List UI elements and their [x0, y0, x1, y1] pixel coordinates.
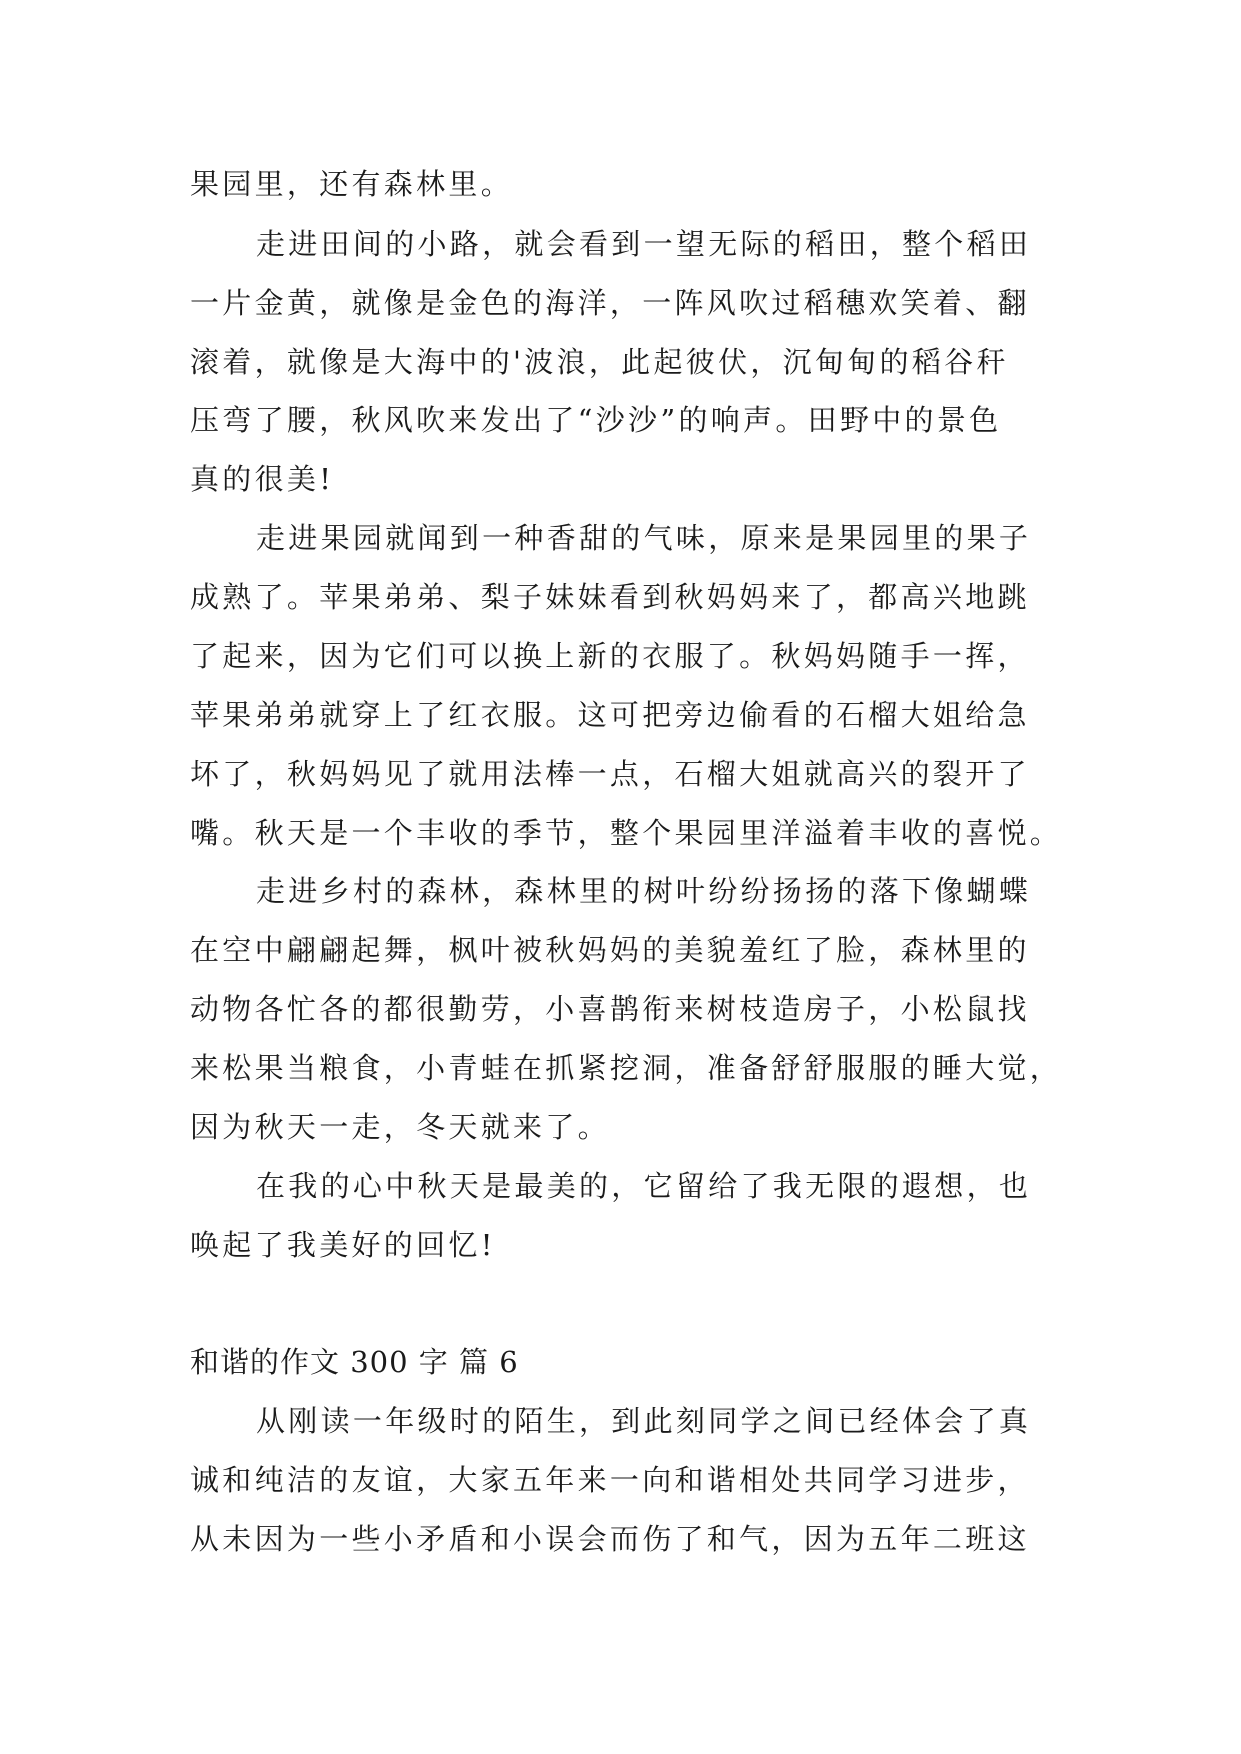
paragraph-line: 从刚读一年级时的陌生，到此刻同学之间已经体会了真 [256, 1404, 1032, 1438]
paragraph-line: 一片金黄，就像是金色的海洋，一阵风吹过稻穗欢笑着、翻 [190, 286, 1030, 320]
paragraph-line: 从未因为一些小矛盾和小误会而伤了和气，因为五年二班这 [190, 1522, 1030, 1556]
paragraph-line: 坏了，秋妈妈见了就用法棒一点，石榴大姐就高兴的裂开了 [190, 757, 1030, 791]
paragraph-line: 成熟了。苹果弟弟、梨子妹妹看到秋妈妈来了，都高兴地跳 [190, 580, 1030, 614]
paragraph-line: 走进田间的小路，就会看到一望无际的稻田，整个稻田 [256, 227, 1032, 261]
paragraph-line: 在空中翩翩起舞，枫叶被秋妈妈的美貌羞红了脸，森林里的 [190, 933, 1030, 967]
paragraph-line: 滚着，就像是大海中的'波浪，此起彼伏，沉甸甸的稻谷秆 [190, 345, 1009, 379]
paragraph-line: 走进果园就闻到一种香甜的气味，原来是果园里的果子 [256, 521, 1032, 555]
paragraph-line: 动物各忙各的都很勤劳，小喜鹊衔来树枝造房子，小松鼠找 [190, 992, 1030, 1026]
paragraph-line: 了起来，因为它们可以换上新的衣服了。秋妈妈随手一挥， [190, 639, 1030, 673]
section-heading: 和谐的作文 300 字 篇 6 [190, 1345, 519, 1379]
paragraph-line: 在我的心中秋天是最美的，它留给了我无限的遐想，也 [256, 1169, 1032, 1203]
paragraph-line: 压弯了腰，秋风吹来发出了“沙沙”的响声。田野中的景色 [190, 403, 1002, 437]
paragraph-line: 唤起了我美好的回忆! [190, 1228, 496, 1262]
paragraph-line: 因为秋天一走，冬天就来了。 [190, 1110, 610, 1144]
paragraph-line: 苹果弟弟就穿上了红衣服。这可把旁边偷看的石榴大姐给急 [190, 698, 1030, 732]
paragraph-line: 走进乡村的森林，森林里的树叶纷纷扬扬的落下像蝴蝶 [256, 874, 1032, 908]
paragraph-line: 果园里，还有森林里。 [190, 167, 514, 201]
paragraph-line: 来松果当粮食，小青蛙在抓紧挖洞，准备舒舒服服的睡大觉， [190, 1051, 1063, 1085]
paragraph-line: 真的很美! [190, 462, 335, 496]
paragraph-line: 嘴。秋天是一个丰收的季节，整个果园里洋溢着丰收的喜悦。 [190, 816, 1063, 850]
paragraph-line: 诚和纯洁的友谊，大家五年来一向和谐相处共同学习进步， [190, 1463, 1030, 1497]
